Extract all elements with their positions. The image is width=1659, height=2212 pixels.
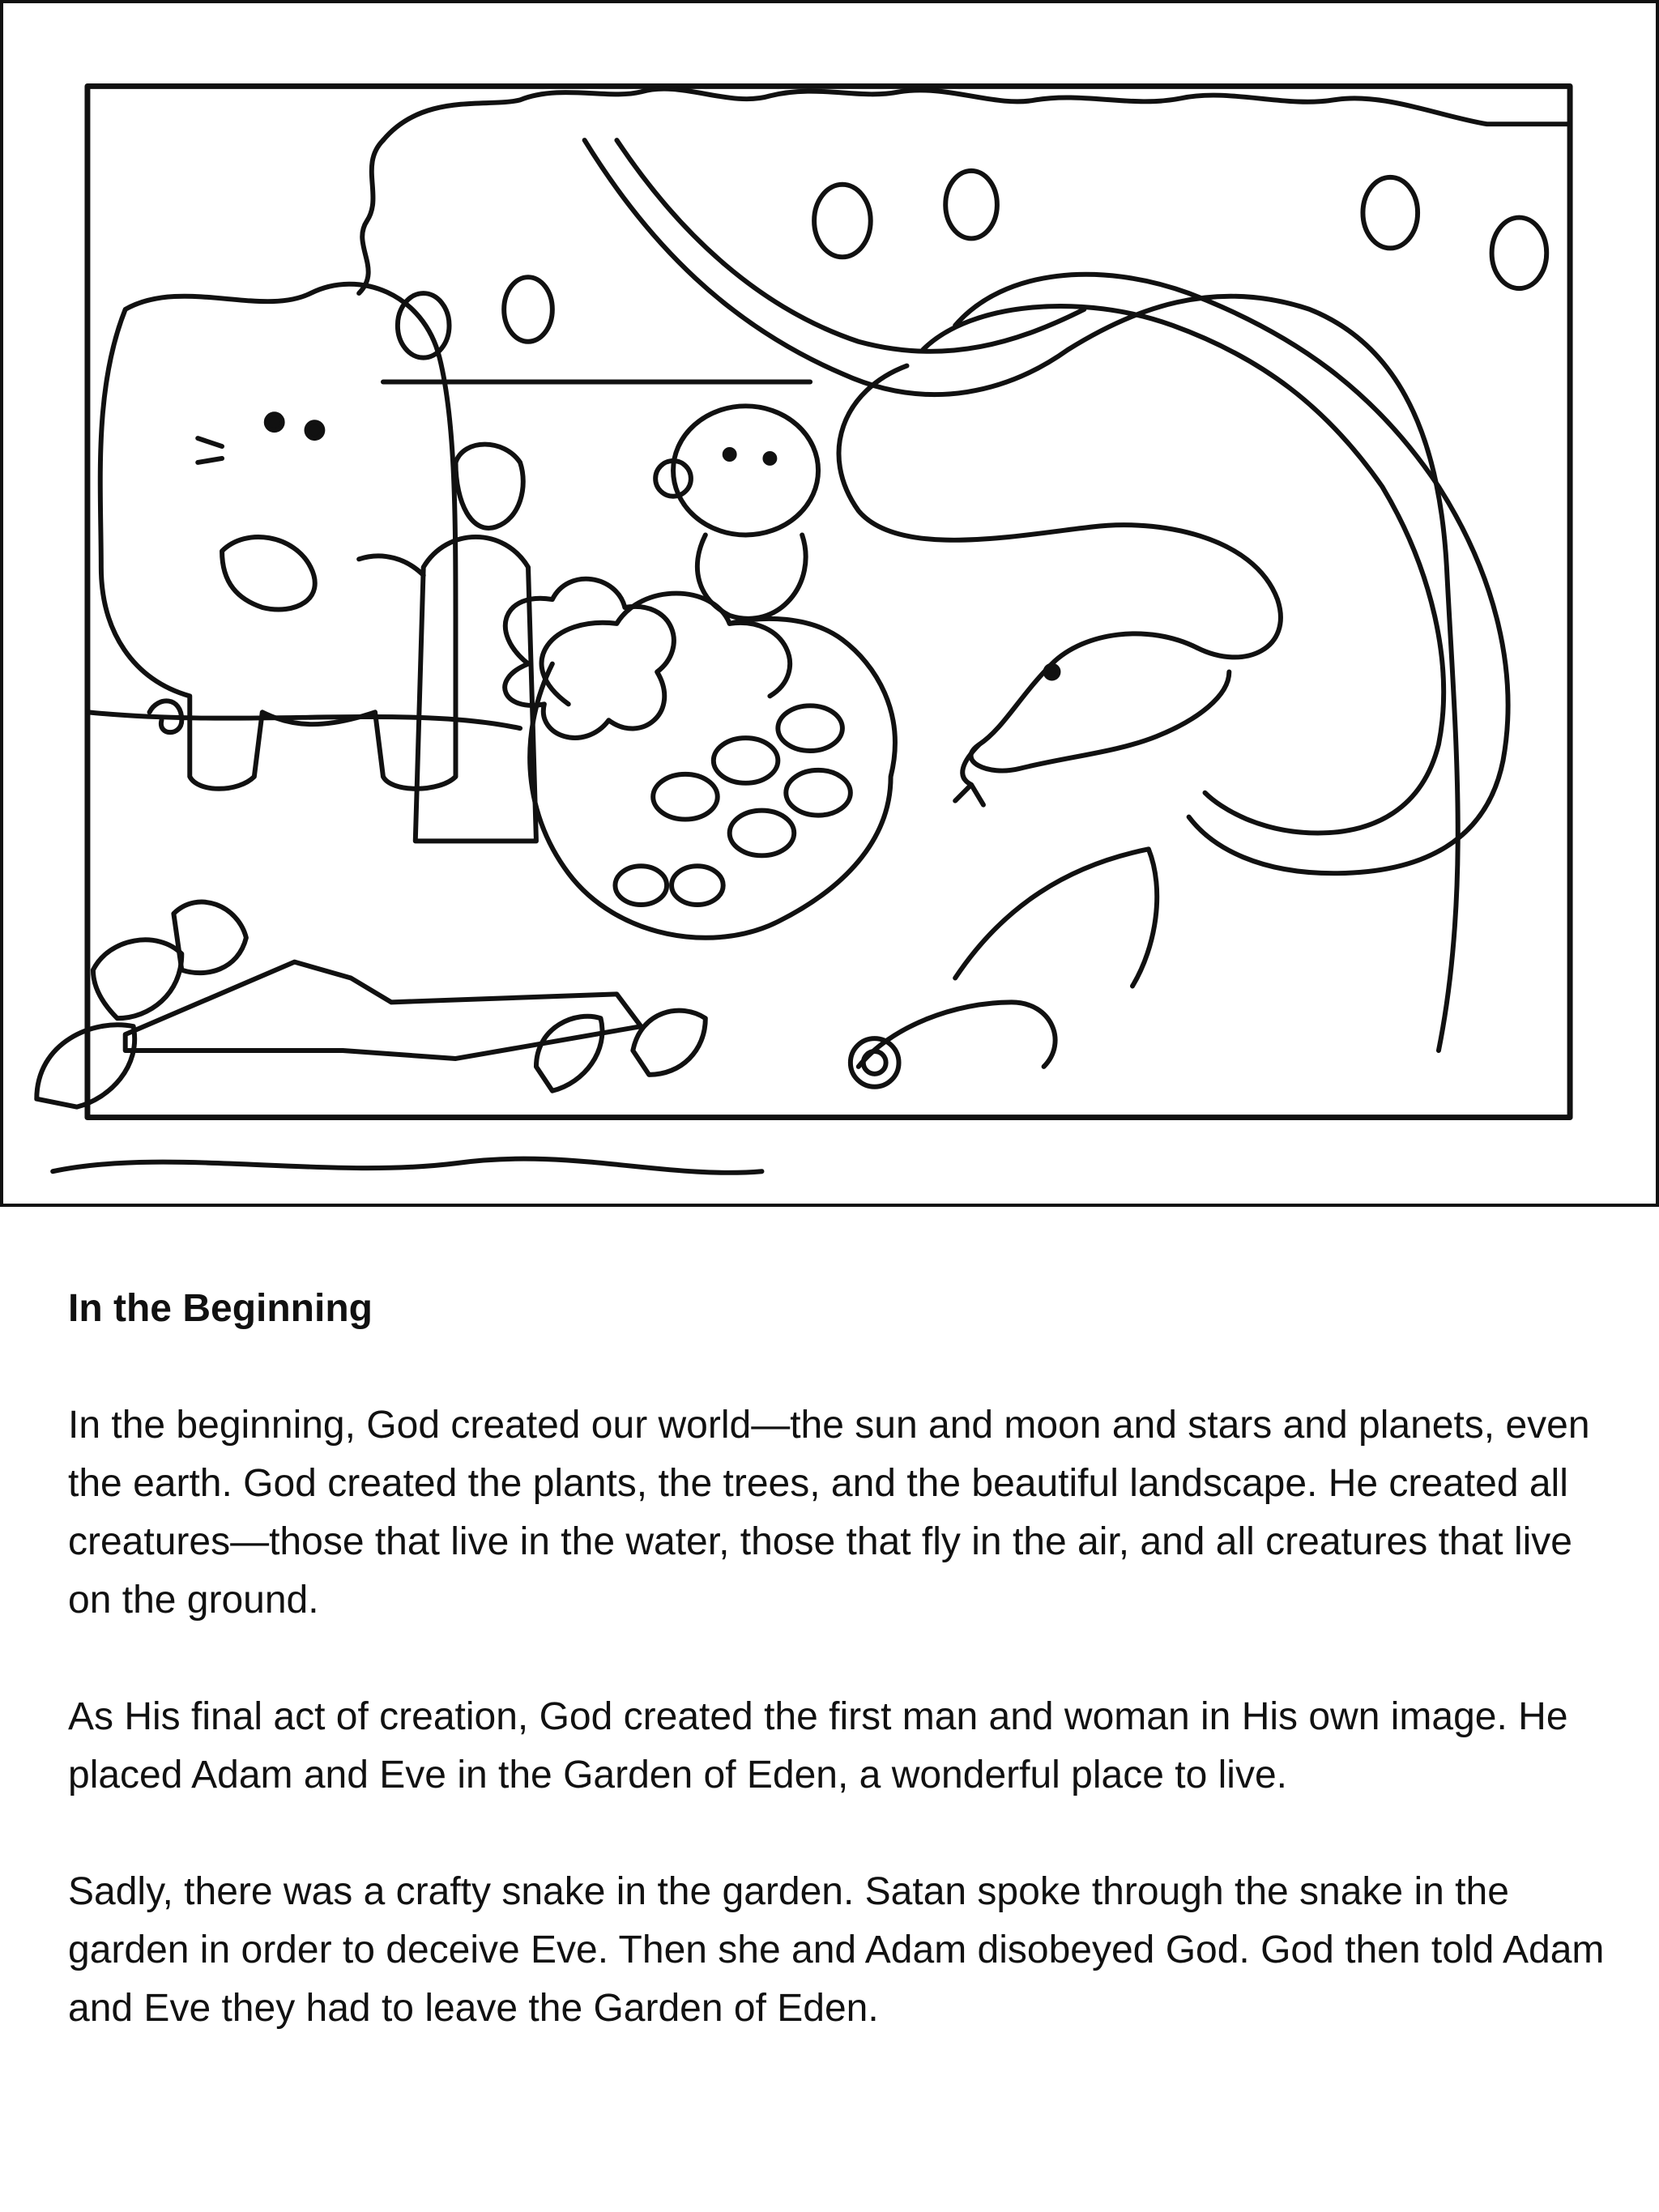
garden-of-eden-illustration (3, 3, 1656, 1204)
story-paragraph-snake: Sadly, there was a crafty snake in the garden. Satan spoke through the snake in the garden in order to deceive Eve. Then she and Adam disobeyed God. God then told Adam and Eve they had to leave the Garden of Eden. (68, 1870, 1605, 2030)
story-title: In the Beginning (68, 1287, 373, 1330)
inner-frame (87, 86, 1570, 1117)
story-paragraph-adam-eve: As His final act of creation, God created the first man and woman in His own image. He placed Adam and Eve in the Garden of Eden, a wonderful place to live. (68, 1695, 1568, 1796)
story-text (68, 1280, 1607, 2096)
story-paragraph-creation: In the beginning, God created our world—the sun and moon and stars and planets, even the earth. God created the plants, the trees, and the beautiful landscape. He created all creatures—those that live in the water, those that fly in the air, and all creatures that live on the ground. (68, 1404, 1590, 1622)
